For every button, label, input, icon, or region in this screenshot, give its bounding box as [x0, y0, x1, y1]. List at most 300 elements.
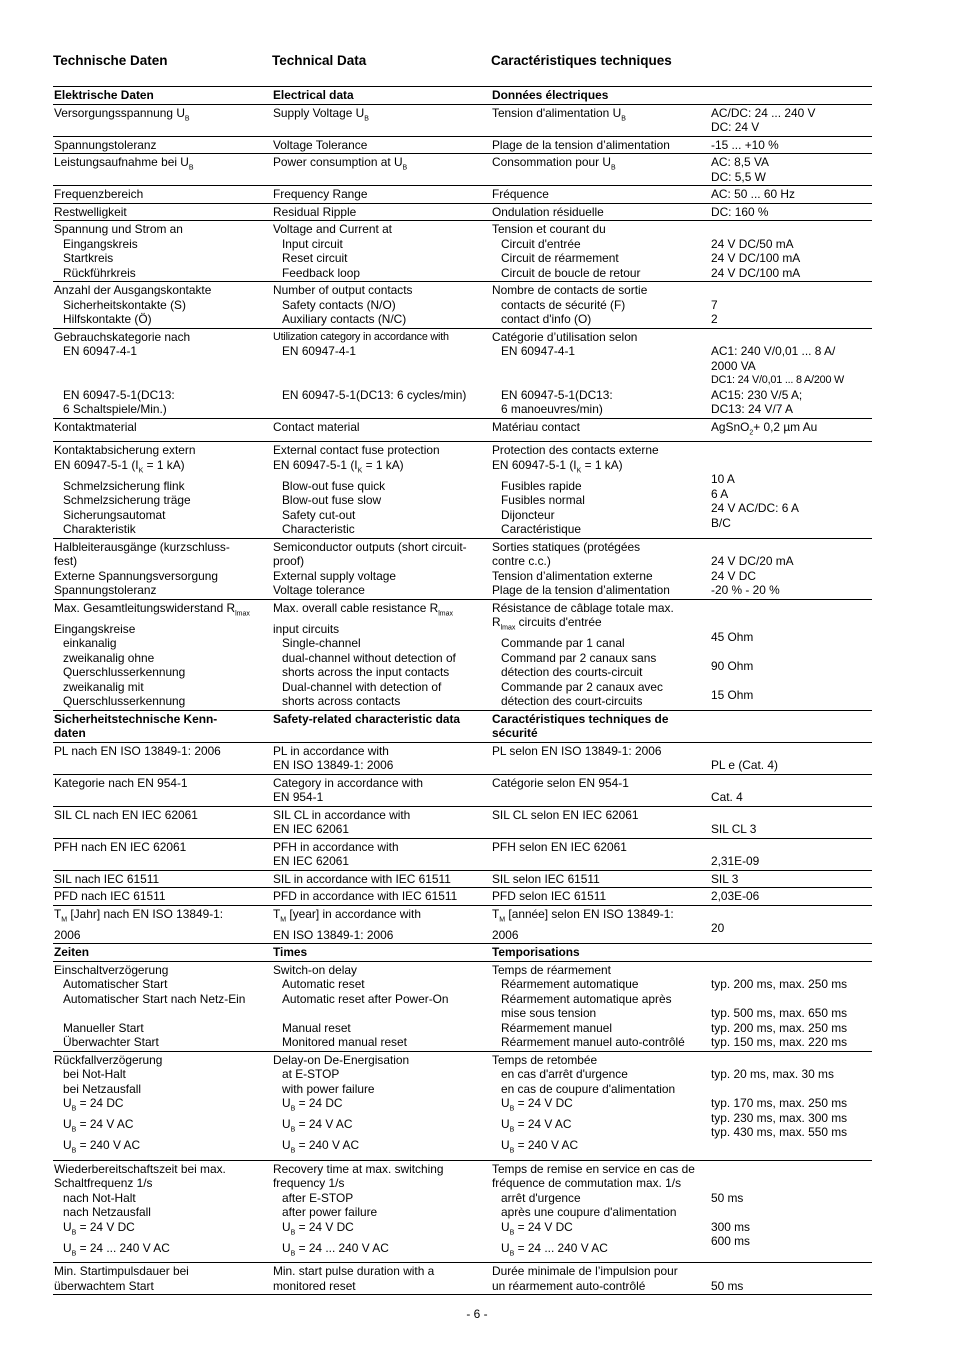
cell-line: $U_B = 24$ V AC [282, 1116, 353, 1134]
cell-line: 24 V DC/50 mA [711, 236, 794, 251]
cell-line: contacts de sécurité (F) [501, 297, 626, 312]
cell-line: Eingangskreis [63, 236, 138, 251]
cell-line [273, 402, 491, 417]
cell-line: DC: 24 V [711, 120, 760, 134]
table-row [53, 905, 872, 943]
cell-fr [491, 442, 710, 538]
cell-line: Einschaltverzögerung [54, 962, 169, 977]
cell-line: Number of output contacts [273, 283, 413, 297]
cell-line: Blow-out fuse quick [282, 478, 386, 493]
cell-fr [491, 328, 710, 418]
cell-line: EN ISO 13849-1: 2006 [273, 758, 394, 773]
cell-fr [491, 186, 710, 204]
cell-line: Startkreis [63, 251, 114, 265]
cell-line: Fusibles rapide [501, 478, 582, 493]
cell-line: Nombre de contacts de sortie [492, 283, 648, 297]
cell-value [710, 888, 872, 906]
cell-line: EN 60947-5-1 ($I_K = 1$ kA) [273, 457, 404, 475]
cell-de [53, 742, 272, 774]
cell-line: $U_B = 24$ ... 240 V AC [63, 1240, 170, 1257]
cell-line: Frequency Range [273, 187, 368, 201]
cell-line: Sorties statiques (protégées [492, 539, 641, 554]
table-row [53, 710, 872, 742]
cell-line: Externe Spannungsversorgung [54, 568, 218, 583]
table-row [53, 418, 872, 442]
cell-line [711, 712, 872, 727]
cell-line: EN ISO 13849-1: 2006 [273, 927, 394, 942]
cell-line: Sicherheitstechnische Kenn- [54, 711, 218, 726]
cell-line: SIL in accordance with IEC 61511 [273, 871, 451, 886]
cell-line: Circuit de boucle de retour [501, 265, 641, 280]
cell-en [272, 774, 491, 806]
table-row [53, 888, 872, 906]
cell-line: $U_B = 24$ V DC [501, 1219, 573, 1236]
cell-line: typ. 200 ms, max. 250 ms [711, 1020, 848, 1035]
cell-line: Spannungstoleranz [54, 137, 157, 152]
cell-line: 50 ms [711, 1278, 744, 1293]
cell-line: Consommation pour $U_B$ [492, 155, 616, 172]
cell-en [272, 742, 491, 774]
cell-de [53, 442, 272, 538]
cell-line: 50 ms [711, 1190, 744, 1205]
heading-en: Technical Data [272, 53, 367, 68]
cell-line: PFD nach IEC 61511 [54, 889, 166, 904]
cell-line: EN IEC 62061 [273, 854, 350, 869]
cell-en [272, 806, 491, 838]
cell-line: Frequenzbereich [54, 187, 144, 201]
cell-line [711, 615, 872, 630]
cell-line: Plage de la tension d’alimentation [492, 137, 670, 152]
cell-line: Manueller Start [63, 1020, 144, 1035]
cell-line [492, 359, 710, 374]
cell-line: typ. 230 ms, max. 300 ms [711, 1110, 848, 1125]
cell-line: Voltage tolerance [273, 583, 365, 598]
cell-line: $U_B = 24$ ... 240 V AC [282, 1240, 389, 1257]
cell-line: Spannungstoleranz [54, 583, 157, 598]
cell-line: Automatischer Start [63, 977, 168, 991]
cell-line: proof) [273, 554, 305, 569]
cell-value [710, 838, 872, 870]
table-row [53, 1051, 872, 1160]
cell-value [710, 944, 872, 962]
cell-line: PFD selon IEC 61511 [492, 889, 607, 904]
cell-line: Halbleiterausgänge (kurzschluss- [54, 539, 230, 554]
cell-line: $U_B = 24$ V DC [501, 1096, 573, 1113]
table-row [53, 104, 872, 136]
cell-value [710, 282, 872, 329]
cell-line: Catégorie d’utilisation selon [492, 329, 638, 344]
cell-line: AC: 50 ... 60 Hz [711, 187, 795, 201]
cell-line: Fusibles normal [501, 493, 585, 508]
cell-value [710, 599, 872, 710]
cell-fr [491, 838, 710, 870]
cell-line: Switch-on delay [273, 962, 357, 977]
heading-de: Technische Daten [53, 53, 168, 68]
cell-line: 24 V DC [711, 568, 756, 583]
cell-line: Dijoncteur [501, 507, 555, 522]
cell-line: Hilfskontakte (Ö) [63, 312, 152, 326]
table-row [53, 1160, 872, 1263]
cell-line: Delay-on De-Energisation [273, 1052, 410, 1067]
cell-line: Temporisations [492, 945, 580, 959]
cell-line: arrêt d'urgence [501, 1190, 581, 1205]
cell-line: PL selon EN ISO 13849-1: 2006 [492, 743, 662, 758]
cell-line: 24 V DC/100 mA [711, 251, 801, 265]
cell-line: Feedback loop [282, 265, 361, 280]
cell-line: bei Netzausfall [63, 1081, 141, 1096]
cell-line: Recovery time at max. switching [273, 1161, 444, 1176]
cell-line: $T_M$ [year] in accordance with [273, 906, 421, 923]
cell-line: shorts across contacts [282, 694, 401, 709]
cell-line [711, 1176, 872, 1191]
cell-line [711, 840, 872, 855]
cell-line: $R_{lmax}$ circuits d'entrée [492, 615, 602, 632]
cell-de [53, 203, 272, 221]
cell-de [53, 961, 272, 1051]
cell-line: typ. 200 ms, max. 250 ms [711, 977, 848, 991]
cell-fr [491, 282, 710, 329]
cell-line: Réarmement automatique après [501, 991, 672, 1006]
cell-fr [491, 888, 710, 906]
cell-line: Automatic reset [282, 977, 365, 991]
cell-line: 2 [711, 312, 718, 326]
cell-line: 90 Ohm [711, 658, 754, 673]
cell-line [711, 1264, 872, 1279]
cell-line [711, 88, 872, 103]
cell-line: Automatischer Start nach Netz-Ein [63, 991, 246, 1006]
cell-line: SIL selon IEC 61511 [492, 871, 600, 886]
cell-line [711, 744, 872, 759]
cell-line: Charakteristik [63, 522, 136, 537]
cell-line: Circuit de réarmement [501, 251, 619, 265]
cell-line: Eingangskreise [54, 621, 136, 636]
cell-line: PFD in accordance with IEC 61511 [273, 889, 458, 904]
cell-line: Dual-channel with detection of [282, 679, 442, 694]
table-row [53, 870, 872, 888]
cell-line: 6 manoeuvres/min) [501, 402, 603, 416]
cell-line [711, 458, 872, 473]
cell-line: at E-STOP [282, 1067, 340, 1081]
cell-line: Réarmement manuel auto-contrôlé [501, 1035, 685, 1049]
cell-line: Automatic reset after Power-On [282, 991, 449, 1006]
cell-line: PL in accordance with [273, 743, 389, 758]
cell-line: Safety-related characteristic data [273, 711, 461, 726]
cell-line [273, 359, 491, 374]
cell-line: typ. 150 ms, max. 220 ms [711, 1035, 848, 1049]
spec-table [53, 86, 872, 1295]
cell-fr [491, 742, 710, 774]
cell-line [711, 808, 872, 823]
cell-line: $U_B = 240$ V AC [63, 1137, 141, 1155]
cell-de [53, 944, 272, 962]
cell-en [272, 328, 491, 418]
cell-line: PL nach EN ISO 13849-1: 2006 [54, 743, 221, 758]
cell-line: überwachtem Start [54, 1278, 154, 1293]
cell-line: DC: 5,5 W [711, 169, 766, 184]
heading-values [710, 53, 872, 68]
cell-en [272, 1051, 491, 1160]
cell-line: SIL 3 [711, 871, 739, 886]
cell-line: Elektrische Daten [54, 88, 154, 102]
table-row [53, 442, 872, 538]
cell-line: Command par 2 canaux sans [501, 650, 657, 665]
cell-line: zweikanalig mit [63, 679, 144, 694]
cell-line: 45 Ohm [711, 629, 754, 644]
cell-line: AC: 8,5 VA [711, 155, 769, 169]
cell-line: SIL CL 3 [711, 822, 757, 837]
cell-line: Voltage Tolerance [273, 137, 368, 152]
cell-en [272, 203, 491, 221]
cell-line: Caractéristiques techniques de [492, 711, 669, 726]
cell-de [53, 870, 272, 888]
cell-line: Category in accordance with [273, 775, 424, 790]
table-row [53, 186, 872, 204]
cell-line: nach Netzausfall [63, 1205, 151, 1220]
cell-line: monitored reset [273, 1278, 356, 1293]
table-row [53, 742, 872, 774]
cell-line: $U_B = 240$ V AC [501, 1137, 579, 1155]
cell-line: EN 60947-4-1 [63, 344, 138, 358]
cell-line: EN IEC 62061 [273, 822, 350, 837]
cell-line: $U_B = 24$ V DC [63, 1219, 135, 1236]
cell-line: 600 ms [711, 1234, 750, 1249]
cell-line: $U_B = 24$ V AC [63, 1116, 134, 1134]
cell-line: DC: 160 % [711, 204, 769, 219]
cell-line: Fréquence [492, 187, 549, 201]
cell-line: Supply Voltage $U_B$ [273, 105, 369, 122]
cell-line: PFH in accordance with [273, 839, 399, 854]
cell-line: typ. 430 ms, max. 550 ms [711, 1125, 848, 1139]
cell-line: Characteristic [282, 522, 355, 537]
table-row [53, 203, 872, 221]
cell-line: Catégorie selon EN 954-1 [492, 775, 629, 790]
cell-line: Durée minimale de l’impulsion pour [492, 1264, 678, 1279]
cell-line: $T_M$ [année] selon EN ISO 13849-1: [492, 906, 674, 923]
cell-line: mise sous tension [501, 1006, 597, 1020]
cell-line: Blow-out fuse slow [282, 493, 382, 508]
cell-line: 24 V DC/20 mA [711, 554, 794, 569]
cell-line: $U_B = 24$ V DC [282, 1219, 354, 1236]
cell-line: Plage de la tension d’alimentation [492, 583, 670, 598]
cell-line: Gebrauchskategorie nach [54, 329, 191, 344]
cell-line: Réarmement manuel [501, 1020, 613, 1035]
cell-line: Wiederbereitschaftszeit bei max. [54, 1161, 226, 1176]
cell-value [710, 154, 872, 186]
cell-line: Leistungsaufnahme bei $U_B$ [54, 155, 194, 172]
cell-line: EN 954-1 [273, 790, 324, 805]
cell-line: Kategorie nach EN 954-1 [54, 775, 188, 790]
cell-line: contre c.c.) [492, 554, 551, 569]
cell-value [710, 742, 872, 774]
cell-en [272, 838, 491, 870]
cell-de [53, 599, 272, 710]
cell-value [710, 905, 872, 943]
cell-en [272, 599, 491, 710]
cell-line: Utilization category in accordance with [273, 330, 449, 343]
cell-line: en cas de coupure d'alimentation [501, 1081, 676, 1096]
cell-line: 20 [711, 921, 725, 936]
cell-line: Schmelzsicherung flink [63, 478, 185, 493]
cell-line: Times [273, 945, 308, 959]
cell-line: einkanalig [63, 636, 117, 651]
cell-line: Rückführkreis [63, 265, 136, 280]
table-row [53, 221, 872, 282]
cell-line: un réarmement auto-contrôlé [492, 1278, 646, 1293]
cell-line [711, 776, 872, 791]
table-row [53, 154, 872, 186]
cell-line: 2000 VA [711, 358, 756, 373]
cell-fr [491, 905, 710, 943]
cell-line: Tension d’alimentation externe [492, 568, 653, 583]
cell-line: AC15: 230 V/5 A; [711, 387, 803, 402]
cell-de [53, 87, 272, 105]
cell-line [711, 283, 872, 298]
cell-line: input circuits [273, 621, 340, 636]
cell-value [710, 710, 872, 742]
cell-line: Single-channel [282, 636, 361, 651]
cell-line [711, 992, 872, 1007]
cell-de [53, 136, 272, 154]
cell-line: Querschlusserkennung [63, 694, 186, 709]
cell-line [54, 1006, 272, 1021]
page-number: - 6 - [466, 1307, 488, 1321]
cell-line: Versorgungsspannung $U_B$ [54, 105, 190, 122]
cell-value [710, 104, 872, 136]
cell-line: SIL nach IEC 61511 [54, 871, 160, 886]
table-row [53, 1263, 872, 1295]
cell-line: Matériau contact [492, 419, 580, 434]
cell-line: $U_B = 24$ ... 240 V AC [501, 1240, 608, 1257]
cell-line [711, 907, 872, 922]
cell-line: 2,03E-06 [711, 889, 760, 904]
cell-fr [491, 136, 710, 154]
cell-line: 10 A [711, 472, 735, 487]
cell-en [272, 136, 491, 154]
cell-line: EN 60947-5-1(DC13: [63, 387, 175, 402]
cell-en [272, 870, 491, 888]
table-row [53, 774, 872, 806]
cell-en [272, 538, 491, 599]
cell-fr [491, 870, 710, 888]
cell-line [54, 373, 272, 388]
cell-en [272, 1263, 491, 1295]
table-row [53, 328, 872, 418]
cell-line: Schmelzsicherung träge [63, 493, 191, 508]
cell-line: Auxiliary contacts (N/C) [282, 312, 407, 326]
cell-line: Residual Ripple [273, 204, 357, 219]
cell-line: typ. 170 ms, max. 250 ms [711, 1096, 848, 1110]
cell-line: shorts across the input contacts [282, 665, 450, 680]
cell-de [53, 838, 272, 870]
cell-de [53, 538, 272, 599]
cell-de [53, 806, 272, 838]
cell-line: PL e (Cat. 4) [711, 758, 778, 773]
cell-line: fest) [54, 554, 78, 569]
cell-fr [491, 87, 710, 105]
table-row [53, 136, 872, 154]
cell-line: Sicherungsautomat [63, 507, 166, 522]
cell-line: Max. overall cable resistance $R_{lmax}$ [273, 600, 454, 618]
cell-line [711, 1053, 872, 1068]
cell-line: 2006 [492, 927, 519, 942]
cell-value [710, 203, 872, 221]
cell-line: EN 60947-4-1 [282, 344, 357, 358]
table-row [53, 282, 872, 329]
cell-value [710, 136, 872, 154]
cell-line: Commande par 2 canaux avec [501, 679, 663, 694]
cell-line: 24 V AC/DC: 6 A [711, 501, 799, 516]
cell-fr [491, 154, 710, 186]
cell-line: 2,31E-09 [711, 854, 760, 869]
cell-line: B/C [711, 515, 731, 530]
cell-line: Temps de remise en service en cas de [492, 1161, 695, 1176]
cell-line: Min. Startimpulsdauer bei [54, 1264, 189, 1279]
cell-line: Résistance de câblage totale max. [492, 600, 674, 615]
cell-value [710, 961, 872, 1051]
cell-en [272, 104, 491, 136]
cell-line: EN 60947-5-1(DC13: 6 cycles/min) [282, 387, 467, 402]
cell-line: Rückfallverzögerung [54, 1052, 163, 1067]
cell-line: $U_B = 240$ V AC [282, 1137, 360, 1155]
cell-line [711, 601, 872, 616]
cell-fr [491, 961, 710, 1051]
cell-line [273, 373, 491, 388]
cell-line: EN 60947-5-1 ($I_K = 1$ kA) [492, 457, 623, 475]
cell-line: Schaltfrequenz 1/s [54, 1176, 153, 1191]
table-row [53, 838, 872, 870]
cell-de [53, 282, 272, 329]
cell-line: 300 ms [711, 1219, 750, 1234]
cell-value [710, 418, 872, 442]
cell-line: 2006 [54, 927, 81, 942]
cell-line: Überwachter Start [63, 1035, 159, 1049]
cell-line: Safety contacts (N/O) [282, 297, 396, 312]
table-row [53, 961, 872, 1051]
cell-en [272, 710, 491, 742]
cell-line: PFH nach EN IEC 62061 [54, 839, 187, 854]
cell-de [53, 905, 272, 943]
cell-line [711, 330, 872, 345]
cell-line: Manual reset [282, 1020, 351, 1035]
cell-line: 7 [711, 297, 718, 312]
cell-line: AC1: 240 V/0,01 ... 8 A/ [711, 344, 836, 358]
cell-line: typ. 20 ms, max. 30 ms [711, 1067, 834, 1081]
cell-line: -15 ... +10 % [711, 137, 779, 152]
cell-line: fréquence de commutation max. 1/s [492, 1176, 682, 1191]
cell-en [272, 905, 491, 943]
cell-line: Power consumption at $U_B$ [273, 155, 408, 172]
cell-line: détection des court-circuits [501, 694, 643, 709]
cell-line: with power failure [282, 1081, 375, 1096]
cell-line: AC/DC: 24 ... 240 V [711, 105, 816, 120]
cell-line: Cat. 4 [711, 790, 743, 805]
cell-line: 15 Ohm [711, 687, 754, 702]
cell-fr [491, 1263, 710, 1295]
table-row [53, 944, 872, 962]
cell-line: Caractéristique [501, 522, 581, 537]
cell-line: SIL CL in accordance with [273, 807, 411, 822]
cell-de [53, 888, 272, 906]
cell-line: dual-channel without detection of [282, 650, 456, 665]
cell-value [710, 1051, 872, 1160]
cell-line: DC13: 24 V/7 A [711, 402, 793, 416]
column-headings [53, 53, 872, 68]
cell-line: Données électriques [492, 88, 609, 102]
cell-value [710, 1160, 872, 1263]
cell-en [272, 944, 491, 962]
cell-line: détection des courts-circuit [501, 665, 643, 680]
cell-line: contact d'info (O) [501, 312, 592, 326]
